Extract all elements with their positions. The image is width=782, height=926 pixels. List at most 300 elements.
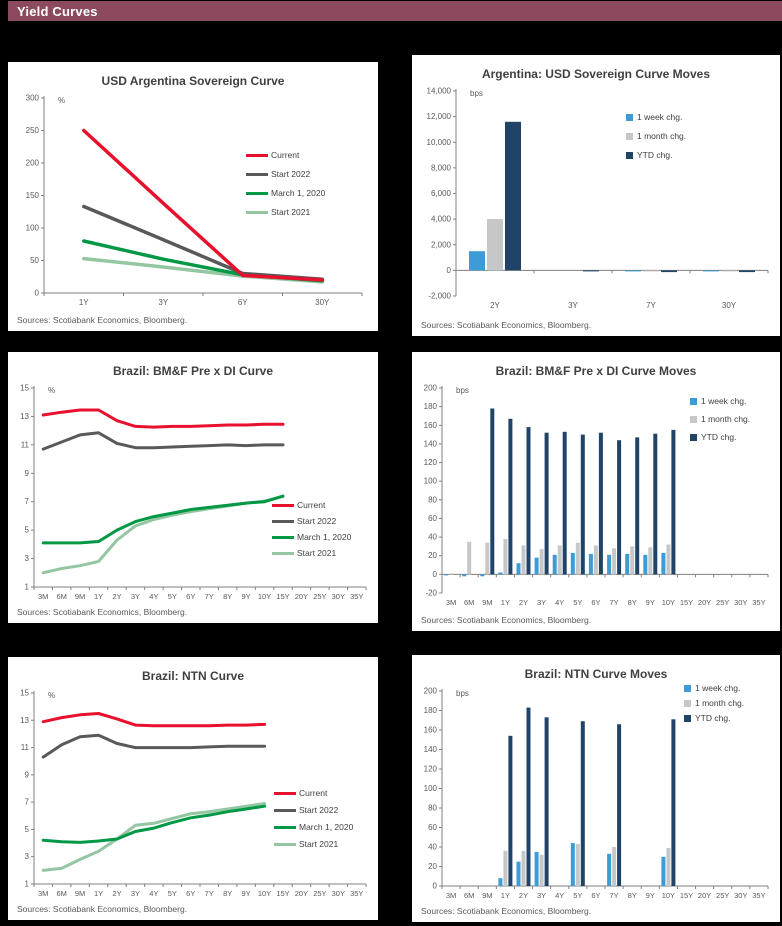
legend-swatch [690,398,697,405]
legend-swatch [272,520,294,523]
panel-brazil-bmf-curve-moves [412,352,780,631]
legend-item [626,131,686,141]
chart-title: Brazil: BM&F Pre x DI Curve [112,364,274,378]
legend-swatch [684,700,691,707]
x-category-label: 4Y [555,891,565,900]
line-series-start-2021 [43,497,283,573]
y-tick-label: 200 [423,383,437,393]
x-category-label: 7Y [609,891,619,900]
legend-item [274,805,353,815]
y-tick-label: 11 [20,743,29,753]
legend-swatch [274,792,296,795]
x-category-label: 9Y [241,889,251,898]
x-category-label: 3Y [568,301,578,310]
axis-unit-label: bps [456,689,469,698]
legend-label: 1 month chg. [695,698,745,708]
x-category-label: 9M [74,592,86,601]
x-category-label: 35Y [752,891,766,900]
x-category-label: 3Y [537,598,547,607]
line-series-march-1-2020 [43,496,283,543]
x-category-label: 5Y [167,592,177,601]
legend-item [690,414,750,424]
x-category-label: 35Y [350,592,364,601]
chart-title: USD Argentina Sovereign Curve [101,74,285,88]
x-category-label: 8Y [223,889,233,898]
legend-item [272,500,351,510]
x-category-label: 5Y [573,598,583,607]
legend-swatch [690,434,697,441]
y-tick-label: 40 [428,842,437,852]
y-tick-label: 80 [428,495,437,505]
bar-1-month-chg- [540,549,544,574]
bar-1-week-chg- [661,857,665,886]
bar-ytd-chg- [583,270,599,271]
legend-label: March 1, 2020 [271,188,326,198]
x-category-label: 10Y [257,592,272,601]
axis-unit-label: % [48,691,56,700]
y-tick-label: 9 [24,770,29,780]
bar-1-week-chg- [498,573,502,575]
legend-item [684,698,744,708]
chart-legend [272,500,351,558]
legend-swatch [684,685,691,692]
y-tick-label: 0 [432,569,437,579]
legend-item [274,839,353,849]
x-category-label: 20Y [697,598,712,607]
bar-1-week-chg- [535,852,539,886]
x-category-label: 5Y [573,891,583,900]
x-category-label: 4Y [149,889,159,898]
y-tick-label: 160 [423,725,437,735]
x-category-label: 6Y [591,891,601,900]
chart-sources: Sources: Scotiabank Economics, Bloomberg. [421,615,592,625]
legend-item [246,188,325,198]
legend-label: YTD chg. [637,150,673,160]
legend-swatch [272,504,294,507]
bar-ytd-chg- [617,724,621,886]
line-series-start-2021 [43,804,264,871]
y-tick-label: 60 [428,513,437,523]
chart-title: Argentina: USD Sovereign Curve Moves [481,67,711,81]
bar-1-week-chg- [625,270,641,271]
bar-1-month-chg- [721,270,737,271]
bar-1-week-chg- [661,553,665,574]
x-category-label: 1Y [93,889,104,898]
x-category-label: 3M [445,598,457,607]
legend-swatch [690,416,697,423]
y-tick-label: 120 [423,458,437,468]
x-category-label: 6Y [591,598,601,607]
x-category-label: 6Y [186,592,196,601]
x-category-label: 30Y [331,889,346,898]
x-category-label: 7Y [609,598,619,607]
legend-item [690,396,750,406]
x-category-label: 2Y [112,889,122,898]
y-tick-label: 50 [30,256,39,265]
legend-label: March 1, 2020 [297,532,352,542]
x-category-label: 25Y [716,891,730,900]
bar-ytd-chg- [508,419,512,575]
legend-swatch [272,536,294,539]
bar-1-week-chg- [444,574,448,575]
x-category-label: 6M [56,889,67,898]
y-tick-label: 180 [423,402,437,412]
legend-label: Start 2022 [299,805,339,815]
y-tick-label: 300 [25,93,39,103]
legend-label: 1 week chg. [701,396,747,406]
y-tick-label: 140 [423,745,437,754]
y-tick-label: 15 [20,688,29,698]
x-category-label: 25Y [716,598,730,607]
axis-unit-label: % [58,96,66,105]
x-category-label: 3Y [158,298,169,307]
bar-1-month-chg- [540,855,544,886]
x-category-label: 2Y [112,592,122,601]
line-series-current [43,714,264,726]
x-category-label: 3Y [130,592,141,601]
chart-sources: Sources: Scotiabank Economics, Bloomberg. [421,320,592,330]
bar-ytd-chg- [671,430,675,574]
y-tick-label: 15 [20,383,29,393]
bar-1-week-chg- [553,555,557,575]
x-category-label: 35Y [350,889,364,898]
line-series-start-2022 [43,735,264,757]
legend-swatch [684,715,691,722]
bar-1-month-chg- [503,539,507,574]
y-tick-label: 20 [428,551,437,561]
y-tick-label: 6,000 [430,189,451,198]
chart-title: Brazil: NTN Curve Moves [524,667,668,681]
y-tick-label: 250 [25,126,39,135]
x-category-label: 35Y [752,598,766,607]
y-tick-label: 0 [34,288,39,298]
y-tick-label: 12,000 [426,112,451,122]
page-header [8,1,782,21]
panel-brazil-bmf-pre-di-curve [8,352,378,623]
panel-brazil-ntn-curve-moves [412,655,780,922]
x-category-label: 1Y [500,598,510,607]
bar-ytd-chg- [545,433,549,575]
legend-label: March 1, 2020 [299,822,354,832]
bar-1-week-chg- [462,574,466,576]
x-category-label: 25Y [313,889,327,898]
bar-1-month-chg- [612,847,616,886]
y-tick-label: 9 [24,468,29,478]
legend-item [272,532,351,542]
panel-argentina-curve-moves [412,55,780,336]
y-tick-label: 4,000 [430,214,451,224]
x-category-label: 8Y [223,592,233,601]
bar-ytd-chg- [563,432,567,575]
bar-1-week-chg- [571,553,575,574]
y-tick-label: 60 [428,823,437,832]
bar-ytd-chg- [527,427,531,574]
legend-item [246,169,325,179]
y-tick-label: 10,000 [426,137,451,147]
x-category-label: 8Y [627,598,637,607]
bar-1-week-chg- [480,574,484,576]
bar-1-month-chg- [643,270,659,271]
legend-label: Current [299,788,328,798]
x-category-label: 6Y [186,889,196,898]
x-category-label: 6Y [237,298,248,307]
x-category-label: 30Y [734,598,748,607]
y-tick-label: -20 [425,588,437,598]
bar-1-week-chg- [498,878,502,886]
x-category-label: 3M [38,889,49,898]
axis-unit-label: bps [456,386,469,395]
x-category-label: 2Y [490,301,500,310]
line-chart-brazil-bmf [8,378,378,607]
chart-sources: Sources: Scotiabank Economics, Bloomberg. [17,315,188,325]
bar-1-month-chg- [576,844,580,886]
bar-1-month-chg- [449,573,453,574]
legend-item [246,207,325,217]
x-category-label: 1Y [78,298,89,307]
y-tick-label: 8,000 [430,163,451,173]
y-tick-label: 1 [24,879,29,889]
x-category-label: 15Y [276,889,290,898]
x-category-label: 2Y [518,598,529,607]
bar-ytd-chg- [617,440,621,574]
legend-item [272,548,351,558]
bar-1-month-chg- [558,546,562,575]
legend-label: Current [297,500,326,510]
legend-item [272,516,351,526]
y-tick-label: 5 [24,824,29,834]
y-tick-label: -2,000 [428,291,451,301]
legend-item [274,822,353,832]
y-tick-label: 3 [24,554,29,564]
y-tick-label: 100 [423,476,437,486]
y-tick-label: 20 [428,862,437,871]
x-category-label: 3M [445,891,457,900]
bar-1-month-chg- [576,543,580,575]
y-tick-label: 120 [423,764,437,774]
x-category-label: 7Y [204,592,214,601]
legend-swatch [274,826,296,829]
line-series-current [43,410,283,427]
legend-swatch [246,173,268,176]
y-tick-label: 7 [24,497,29,507]
bar-1-month-chg- [485,543,489,575]
bar-1-week-chg- [607,854,611,886]
y-tick-label: 7 [24,797,29,807]
y-tick-label: 2,000 [430,240,451,250]
bar-ytd-chg- [581,435,585,575]
y-tick-label: 200 [423,686,437,696]
bar-1-week-chg- [625,554,629,575]
y-tick-label: 200 [25,158,39,168]
bar-ytd-chg- [545,717,549,886]
axis-unit-label: % [48,386,56,395]
legend-item [626,150,686,160]
x-category-label: 6M [463,598,475,607]
y-tick-label: 5 [24,525,29,535]
x-category-label: 8Y [627,891,637,900]
bar-ytd-chg- [653,434,657,575]
x-category-label: 9Y [241,592,251,601]
bar-ytd-chg- [581,721,585,886]
legend-item [684,713,744,723]
legend-swatch [272,552,294,555]
x-category-label: 15Y [679,891,694,900]
x-category-label: 20Y [697,891,712,900]
chart-title: Brazil: NTN Curve [141,669,245,683]
chart-sources: Sources: Scotiabank Economics, Bloomberg. [17,607,188,617]
x-category-label: 6M [56,592,67,601]
legend-swatch [274,809,296,812]
legend-item [690,432,750,442]
bar-ytd-chg- [661,270,677,272]
x-category-label: 9M [74,889,86,898]
x-category-label: 1Y [93,592,104,601]
legend-label: 1 week chg. [637,112,683,122]
y-tick-label: 14,000 [426,86,451,96]
panel-brazil-ntn-curve [8,657,378,920]
x-category-label: 7Y [646,301,656,310]
x-category-label: 6M [463,891,475,900]
bar-ytd-chg- [671,719,675,886]
x-category-label: 9M [482,891,493,900]
y-tick-label: 80 [428,803,437,813]
y-tick-label: 1 [24,582,29,592]
legend-label: 1 month chg. [701,414,751,424]
bar-1-week-chg- [607,555,611,575]
chart-legend [626,112,686,160]
x-category-label: 3Y [130,889,141,898]
legend-label: YTD chg. [701,432,737,442]
x-category-label: 30Y [721,301,737,310]
x-category-label: 20Y [294,592,309,601]
y-tick-label: 140 [423,439,437,449]
axis-unit-label: bps [470,89,483,98]
bar-1-month-chg- [648,547,652,574]
bar-ytd-chg- [527,708,531,886]
y-tick-label: 0 [432,881,437,891]
y-tick-label: 3 [24,852,29,862]
legend-swatch [274,843,296,846]
legend-item [684,683,744,693]
bar-chart-argentina-moves [412,81,780,320]
legend-swatch [246,192,268,195]
bar-1-month-chg- [522,546,526,575]
panel-usd-argentina-sovereign-curve [8,62,378,331]
bar-ytd-chg- [490,409,494,575]
x-category-label: 10Y [661,598,676,607]
bar-1-month-chg- [666,848,670,886]
bar-ytd-chg- [739,270,755,272]
chart-sources: Sources: Scotiabank Economics, Bloomberg. [17,904,188,914]
y-tick-label: 180 [423,706,437,715]
x-category-label: 25Y [313,592,327,601]
y-tick-label: 13 [20,411,29,421]
x-category-label: 15Y [679,598,694,607]
chart-legend [246,150,325,217]
bar-ytd-chg- [508,736,512,886]
legend-label: Start 2022 [271,169,311,179]
bar-1-week-chg- [535,558,539,575]
legend-item [274,788,353,798]
legend-label: Start 2021 [297,548,337,558]
legend-swatch [246,154,268,157]
bar-1-month-chg- [487,219,503,270]
bar-1-week-chg- [589,554,593,575]
chart-legend [684,683,744,723]
legend-label: 1 month chg. [637,131,687,141]
x-category-label: 30Y [331,592,346,601]
legend-item [246,150,325,160]
x-category-label: 20Y [294,889,309,898]
y-tick-label: 11 [20,440,29,450]
y-tick-label: 100 [423,784,437,793]
page-title: Yield Curves [17,3,98,19]
x-category-label: 30Y [734,891,748,900]
line-series-start-2022 [43,433,283,449]
legend-label: Start 2021 [299,839,339,849]
bar-1-week-chg- [517,862,521,886]
legend-label: Start 2022 [297,516,337,526]
x-category-label: 4Y [149,592,159,601]
bar-1-month-chg- [594,546,598,575]
legend-label: 1 week chg. [695,683,741,693]
bar-ytd-chg- [505,122,521,271]
y-tick-label: 100 [25,223,39,233]
y-tick-label: 13 [20,715,29,725]
x-category-label: 1Y [500,891,510,900]
x-category-label: 9M [482,598,493,607]
bar-1-month-chg- [666,545,670,575]
legend-label: Start 2021 [271,207,311,217]
bar-1-week-chg- [643,555,647,575]
legend-swatch [626,133,633,140]
bar-1-month-chg- [612,548,616,574]
y-tick-label: 0 [446,265,451,275]
bar-1-month-chg- [503,851,507,886]
legend-swatch [626,114,633,121]
x-category-label: 15Y [276,592,290,601]
x-category-label: 5Y [167,889,177,898]
y-tick-label: 150 [25,191,39,200]
x-category-label: 10Y [661,891,676,900]
x-category-label: 9Y [645,598,655,607]
x-category-label: 3Y [537,891,547,900]
chart-legend [274,788,353,849]
x-category-label: 10Y [257,889,272,898]
y-tick-label: 160 [423,420,437,430]
bar-ytd-chg- [599,433,603,575]
legend-label: Current [271,150,300,160]
chart-title: Brazil: BM&F Pre x DI Curve Moves [495,364,697,378]
bar-1-week-chg- [703,270,719,271]
bar-1-week-chg- [571,843,575,886]
chart-legend [690,396,750,442]
x-category-label: 30Y [315,298,330,307]
legend-swatch [626,152,633,159]
x-category-label: 3M [38,592,49,601]
bar-1-week-chg- [517,563,521,574]
bar-ytd-chg- [635,437,639,574]
legend-item [626,112,686,122]
bar-1-month-chg- [467,542,471,575]
x-category-label: 7Y [204,889,214,898]
x-category-label: 4Y [555,598,565,607]
x-category-label: 2Y [518,891,529,900]
legend-label: YTD chg. [695,713,731,723]
bar-1-month-chg- [630,546,634,574]
legend-swatch [246,211,268,214]
y-tick-label: 40 [428,532,437,542]
